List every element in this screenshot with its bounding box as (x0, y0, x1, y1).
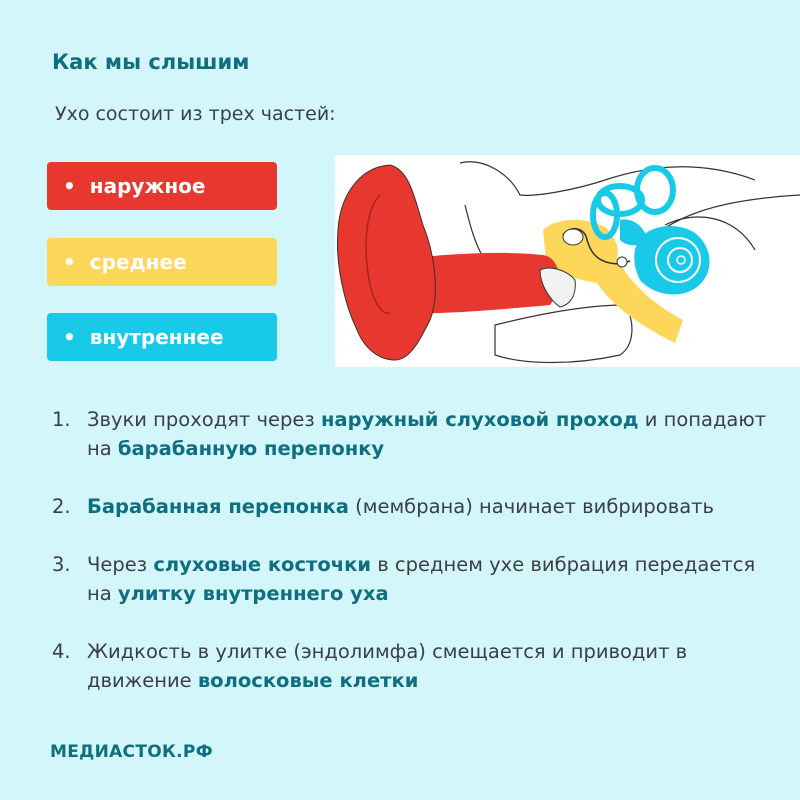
bullet-icon: • (63, 250, 76, 274)
step-segment: (мембрана) начинает вибрировать (348, 495, 715, 518)
step-segment: в среднем ухе вибрация передается на (87, 553, 756, 605)
step-segment: Через (87, 553, 154, 576)
step-number: 4. (52, 640, 71, 663)
ear-anatomy-illustration (335, 155, 800, 367)
step-item (52, 550, 772, 608)
step-segment: Звуки проходят через (87, 408, 321, 431)
step-text (87, 550, 772, 608)
step-segment: и попадают на (87, 408, 767, 460)
footer-brand: МЕДИАСТОК.РФ (50, 742, 213, 762)
step-item (52, 405, 772, 463)
page-title: Как мы слышим (52, 50, 250, 74)
step-highlight: Барабанная перепонка (87, 495, 349, 518)
steps-list (52, 405, 772, 724)
middle-ear-tag (47, 238, 277, 286)
malleus-shape (563, 229, 583, 245)
step-item (52, 492, 772, 521)
inner-ear-tag (47, 313, 277, 361)
page-subtitle: Ухо состоит из трех частей: (55, 103, 336, 125)
step-item (52, 637, 772, 695)
stapes-shape (617, 257, 627, 267)
step-highlight: улитку внутреннего уха (117, 582, 389, 605)
step-text (87, 637, 772, 695)
step-number: 2. (52, 495, 71, 518)
step-number: 3. (52, 553, 71, 576)
step-highlight: слуховые косточки (153, 553, 372, 576)
step-highlight: барабанную перепонку (117, 437, 385, 460)
bullet-icon: • (63, 325, 76, 349)
middle-ear-label: среднее (89, 250, 187, 274)
bullet-icon: • (63, 174, 76, 198)
step-text (87, 405, 772, 463)
outer-ear-label: наружное (89, 174, 206, 198)
outer-ear-tag (47, 162, 277, 210)
step-segment: Жидкость в улитке (эндолимфа) смещается и приводит в движение (87, 640, 688, 692)
step-highlight: наружный слуховой проход (320, 408, 639, 431)
step-number: 1. (52, 408, 71, 431)
step-highlight: волосковые клетки (197, 669, 419, 692)
inner-ear-label: внутреннее (89, 325, 224, 349)
step-text (87, 492, 772, 521)
